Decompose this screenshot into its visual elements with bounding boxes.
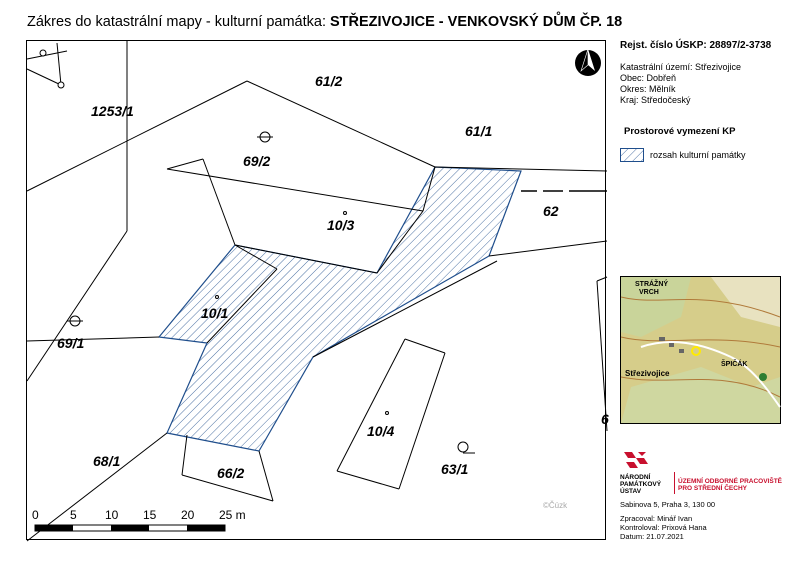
scale-label: 15: [143, 508, 157, 522]
overview-map[interactable]: [620, 276, 781, 424]
parcel-label: 61/2: [315, 73, 343, 89]
parcel-label: 69/2: [243, 153, 271, 169]
map-title: [27, 14, 622, 30]
overview-label: VRCH: [639, 289, 659, 296]
scale-label: 20: [181, 508, 195, 522]
parcel-label: 6: [601, 411, 609, 427]
scale-bar: [33, 523, 263, 535]
parcel-label: 66/2: [217, 465, 245, 481]
org-name-line: NÁRODNÍ: [620, 474, 651, 481]
legend-title: Prostorové vymezení KP: [624, 126, 736, 137]
parcel-label: 1253/1: [91, 103, 134, 119]
legend-hatch-swatch: [620, 148, 644, 162]
info-line: Kraj: Středočeský: [620, 95, 691, 105]
legend-label: rozsah kulturní památky: [650, 150, 746, 160]
overview-terrain: [621, 277, 780, 423]
org-unit-line: PRO STŘEDNÍ ČECHY: [678, 485, 747, 492]
parcel-label: 10/4: [367, 423, 395, 439]
parcel-label: 10/1: [201, 305, 229, 321]
credit-line: Datum: 21.07.2021: [620, 532, 684, 541]
overview-label: STRÁŽNÝ: [635, 281, 669, 288]
org-name-line: PAMÁTKOVÝ: [620, 481, 662, 488]
scale-label: 25 m: [219, 508, 246, 522]
parcel-label: 61/1: [465, 123, 493, 139]
parcel-label: 69/1: [57, 335, 85, 351]
north-arrow-icon: [573, 45, 603, 79]
title-prefix: Zákres do katastrální mapy - kulturní památka:: [27, 14, 331, 30]
scale-label: 0: [32, 508, 39, 522]
parcel-label: 68/1: [93, 453, 121, 469]
credit-line: Kontroloval: Prixová Hana: [620, 523, 707, 532]
address: Sabinova 5, Praha 3, 130 00: [620, 500, 716, 509]
info-line: Okres: Mělník: [620, 84, 676, 94]
logo-divider: [674, 472, 675, 494]
org-name-line: ÚSTAV: [620, 488, 642, 495]
scale-label: 10: [105, 508, 119, 522]
map-watermark: ©Čúzk: [543, 501, 568, 510]
title-name: STŘEZIVOJICE - VENKOVSKÝ DŮM ČP. 18: [330, 14, 623, 30]
overview-label: Střezivojice: [625, 369, 670, 378]
info-line: Obec: Dobřeň: [620, 73, 677, 83]
parcel-label: 10/3: [327, 217, 355, 233]
overview-label: ŠPIČÁK: [721, 361, 748, 368]
scale-label: 5: [70, 508, 77, 522]
side-panel: [612, 40, 800, 540]
npu-logo-icon: [620, 450, 652, 472]
org-unit-line: ÚZEMNÍ ODBORNÉ PRACOVIŠTĚ: [678, 478, 783, 485]
registration-number: Rejst. číslo ÚSKP: 28897/2-3738: [620, 40, 772, 51]
parcel-label: 62: [543, 203, 559, 219]
credit-line: Zpracoval: Minář Ivan: [620, 514, 693, 523]
parcel-label: 63/1: [441, 461, 469, 477]
cadastral-map[interactable]: [26, 40, 609, 540]
info-line: Katastrální území: Střezivojice: [620, 62, 742, 72]
